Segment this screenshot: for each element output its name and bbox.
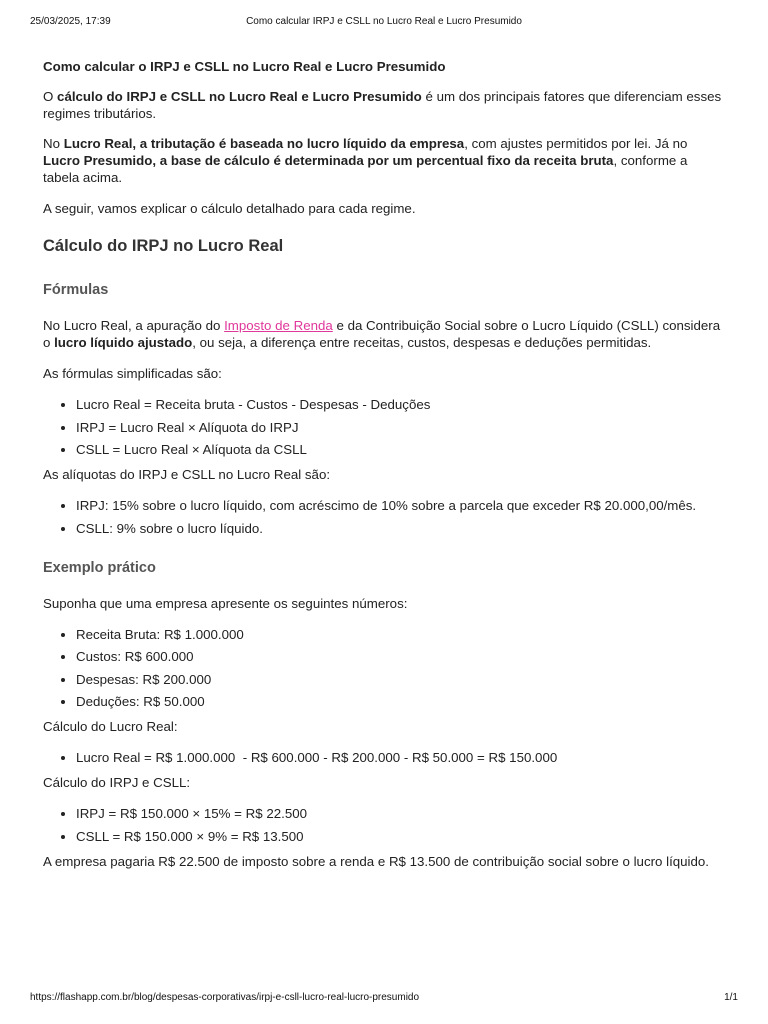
intro-paragraph-1 (43, 88, 726, 122)
lucro-label: Cálculo do Lucro Real: (43, 719, 178, 734)
text-span: e da Contribuição Social sobre o Lucro Líquido (CSLL) considera o (43, 318, 721, 350)
list-item: • Lucro Real = Receita bruta - Custos - Despesas - Deduções (76, 396, 726, 413)
formulas-paragraph (43, 317, 726, 351)
text-span: O (43, 89, 58, 104)
example-intro: Suponha que uma empresa apresente os seguintes números: (43, 595, 408, 611)
article-title: Como calcular o IRPJ e CSLL no Lucro Real e Lucro Presumido (43, 59, 446, 74)
rates-label: As alíquotas do IRPJ e CSLL no Lucro Real são: (43, 467, 331, 482)
page-url[interactable]: https://flashapp.com.br/blog/despesas-corporativas/irpj-e-csll-lucro-real-lucro-presumido (30, 992, 420, 1003)
text-span: , ou seja, a diferença entre receitas, custos, despesas e deduções permitidas. (192, 335, 652, 350)
lucro-list (43, 749, 726, 766)
rates-list (43, 497, 726, 537)
list-item: • CSLL: 9% sobre o lucro líquido. (76, 520, 726, 537)
list-item: • IRPJ = Lucro Real × Alíquota do IRPJ (76, 419, 726, 436)
tax-label: Cálculo do IRPJ e CSLL: (43, 775, 191, 790)
example-heading: Exemplo prático (43, 559, 156, 576)
text-span: , com ajustes permitidos por lei. Já no (464, 136, 688, 151)
print-title: Como calcular IRPJ e CSLL no Lucro Real e Lucro Presumido (246, 16, 522, 27)
intro-paragraph-2 (43, 135, 726, 186)
page-number: 1/1 (724, 992, 738, 1003)
text-span: , conforme a tabela acima. (43, 153, 688, 185)
bold-span: Lucro Presumido, a base de cálculo é determinada por um percentual fixo da receita bruta (43, 153, 614, 168)
tax-list (43, 805, 726, 845)
print-footer (30, 992, 738, 1006)
list-item: • Deduções: R$ 50.000 (76, 693, 726, 710)
print-header (30, 16, 738, 30)
text-span: No (43, 136, 64, 151)
conclusion-paragraph: A empresa pagaria R$ 22.500 de imposto sobre a renda e R$ 13.500 de contribuição social sobre o lucro líquido. (43, 853, 709, 869)
formulas-label: As fórmulas simplificadas são: (43, 366, 222, 381)
list-item: • CSLL = Lucro Real × Alíquota da CSLL (76, 441, 726, 458)
list-item: • IRPJ: 15% sobre o lucro líquido, com acréscimo de 10% sobre a parcela que exceder R$ 20.000,00/mês. (76, 497, 726, 514)
text-span: é um dos principais fatores que diferenciam esses regimes tributários. (43, 89, 722, 121)
formulas-heading: Fórmulas (43, 282, 109, 298)
print-date: 25/03/2025, 17:39 (30, 16, 111, 27)
section-title: Cálculo do IRPJ no Lucro Real (43, 237, 284, 255)
text-span: No Lucro Real, a apuração do (43, 318, 225, 333)
article-content (43, 58, 726, 870)
list-item: • Despesas: R$ 200.000 (76, 671, 726, 688)
list-item: • Custos: R$ 600.000 (76, 648, 726, 665)
list-item: • IRPJ = R$ 150.000 × 15% = R$ 22.500 (76, 805, 726, 822)
formulas-list (43, 396, 726, 458)
list-item: • CSLL = R$ 150.000 × 9% = R$ 13.500 (76, 828, 726, 845)
bold-span: cálculo do IRPJ e CSLL no Lucro Real e Lucro Presumido (57, 89, 422, 104)
intro-paragraph-3: A seguir, vamos explicar o cálculo detalhado para cada regime. (43, 201, 416, 216)
list-item: • Lucro Real = R$ 1.000.000 - R$ 600.000 - R$ 200.000 - R$ 50.000 = R$ 150.000 (76, 749, 726, 766)
example-numbers-list (43, 626, 726, 711)
bold-span: Lucro Real, a tributação é baseada no lucro líquido da empresa (63, 136, 465, 151)
imposto-de-renda-link[interactable]: Imposto de Renda (224, 318, 333, 333)
list-item: • Receita Bruta: R$ 1.000.000 (76, 626, 726, 643)
bold-span: lucro líquido ajustado (54, 335, 193, 350)
